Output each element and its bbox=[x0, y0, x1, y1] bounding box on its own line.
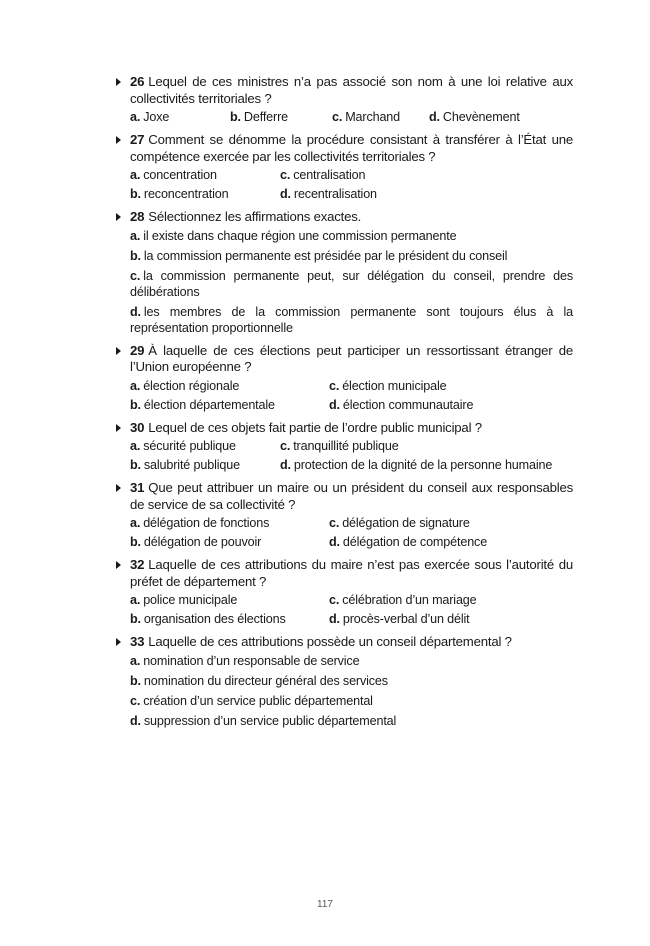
option-d: d. suppression d’un service public départemental bbox=[130, 713, 397, 728]
question-number: 33 bbox=[130, 634, 145, 649]
page-number: 117 bbox=[317, 899, 333, 910]
option-a: a. concentration bbox=[130, 168, 217, 182]
question-stem bbox=[115, 480, 573, 513]
option-b: b. reconcentration bbox=[130, 187, 229, 201]
question-33 bbox=[115, 634, 573, 729]
option-c: c. célébration d’un mariage bbox=[329, 593, 477, 607]
option-a: a. délégation de fonctions bbox=[130, 516, 270, 530]
question-stem bbox=[115, 74, 573, 107]
option-b: b. salubrité publique bbox=[130, 458, 240, 472]
question-26 bbox=[115, 74, 573, 125]
question-text: À laquelle de ces élections peut participer un ressortissant étranger de l’Union européenne ? bbox=[130, 342, 573, 374]
question-text: Que peut attribuer un maire ou un président du conseil aux responsables de service de sa collectivité ? bbox=[130, 480, 573, 512]
option-c: c. tranquillité publique bbox=[280, 439, 399, 453]
question-28 bbox=[115, 209, 573, 336]
triangle-bullet-icon bbox=[116, 561, 121, 569]
options bbox=[115, 378, 573, 413]
option-d: d. Chevènement bbox=[429, 110, 520, 124]
option-d: d. procès-verbal d’un délit bbox=[329, 612, 470, 626]
option-d: d. protection de la dignité de la personne humaine bbox=[280, 458, 553, 472]
option-a: a. police municipale bbox=[130, 593, 238, 607]
question-27 bbox=[115, 132, 573, 202]
question-number: 28 bbox=[130, 209, 145, 224]
options-row bbox=[130, 397, 573, 413]
question-text: Laquelle de ces attributions du maire n’est pas exercée sous l’autorité du préfet de département ? bbox=[130, 557, 573, 589]
question-list bbox=[115, 74, 573, 736]
options-row bbox=[130, 457, 573, 473]
question-stem bbox=[115, 420, 573, 437]
option-d: d. les membres de la commission permanente sont toujours élus à la représentation proportionnelle bbox=[130, 304, 573, 335]
option-c: c. création d’un service public départemental bbox=[130, 693, 373, 708]
options bbox=[115, 653, 573, 729]
question-number: 30 bbox=[130, 419, 145, 435]
options-row bbox=[130, 611, 573, 627]
options-row bbox=[130, 438, 573, 454]
question-stem bbox=[115, 557, 573, 590]
question-text: Lequel de ces ministres n’a pas associé son nom à une loi relative aux collectivités territoriales ? bbox=[130, 74, 573, 106]
option-a: a. Joxe bbox=[130, 110, 170, 124]
option-a: a. élection régionale bbox=[130, 378, 240, 393]
triangle-bullet-icon bbox=[116, 136, 121, 144]
option-c: c. la commission permanente peut, sur délégation du conseil, prendre des délibérations bbox=[130, 268, 573, 299]
options-row bbox=[130, 378, 573, 394]
options-row bbox=[130, 534, 573, 550]
triangle-bullet-icon bbox=[116, 78, 121, 86]
question-30 bbox=[115, 420, 573, 474]
question-text: Comment se dénomme la procédure consistant à transférer à l’État une compétence exercée par les collectivités territoriales ? bbox=[130, 132, 573, 164]
option-d: d. recentralisation bbox=[280, 187, 377, 201]
question-stem bbox=[115, 209, 573, 226]
options-row bbox=[130, 515, 573, 531]
options-row bbox=[130, 186, 573, 202]
options bbox=[115, 515, 573, 550]
question-31 bbox=[115, 480, 573, 550]
option-d: d. délégation de compétence bbox=[329, 535, 488, 549]
option-a: a. il existe dans chaque région une commission permanente bbox=[130, 228, 457, 243]
option-b: b. la commission permanente est présidée par le président du conseil bbox=[130, 248, 508, 263]
question-number: 32 bbox=[130, 557, 145, 572]
triangle-bullet-icon bbox=[116, 347, 121, 355]
options-row bbox=[130, 167, 573, 183]
options-row bbox=[130, 109, 573, 125]
option-c: c. centralisation bbox=[280, 168, 366, 182]
triangle-bullet-icon bbox=[116, 213, 121, 221]
question-stem bbox=[115, 132, 573, 165]
options-row bbox=[130, 592, 573, 608]
option-c: c. Marchand bbox=[332, 110, 401, 124]
option-b: b. nomination du directeur général des services bbox=[130, 673, 388, 688]
question-text: Laquelle de ces attributions possède un conseil départemental ? bbox=[148, 634, 512, 649]
option-b: b. organisation des élections bbox=[130, 612, 286, 626]
question-29 bbox=[115, 343, 573, 413]
question-stem bbox=[115, 634, 573, 651]
triangle-bullet-icon bbox=[116, 424, 121, 432]
option-d: d. élection communautaire bbox=[329, 397, 474, 412]
option-b: b. Defferre bbox=[230, 110, 288, 124]
triangle-bullet-icon bbox=[116, 638, 121, 646]
options bbox=[115, 167, 573, 202]
triangle-bullet-icon bbox=[116, 484, 121, 492]
question-number: 31 bbox=[130, 480, 145, 495]
option-a: a. sécurité publique bbox=[130, 439, 236, 453]
question-number: 27 bbox=[130, 132, 145, 147]
options bbox=[115, 228, 573, 336]
question-number: 29 bbox=[130, 342, 145, 358]
option-a: a. nomination d’un responsable de service bbox=[130, 653, 360, 668]
question-text: Sélectionnez les affirmations exactes. bbox=[148, 209, 362, 224]
options bbox=[115, 438, 573, 473]
options bbox=[115, 592, 573, 627]
question-text: Lequel de ces objets fait partie de l’ordre public municipal ? bbox=[148, 419, 482, 435]
option-c: c. élection municipale bbox=[329, 378, 447, 393]
options bbox=[115, 109, 573, 125]
question-number: 26 bbox=[130, 74, 145, 89]
option-b: b. délégation de pouvoir bbox=[130, 535, 262, 549]
question-32 bbox=[115, 557, 573, 627]
option-c: c. délégation de signature bbox=[329, 516, 470, 530]
question-stem bbox=[115, 343, 573, 376]
option-b: b. élection départementale bbox=[130, 397, 275, 412]
